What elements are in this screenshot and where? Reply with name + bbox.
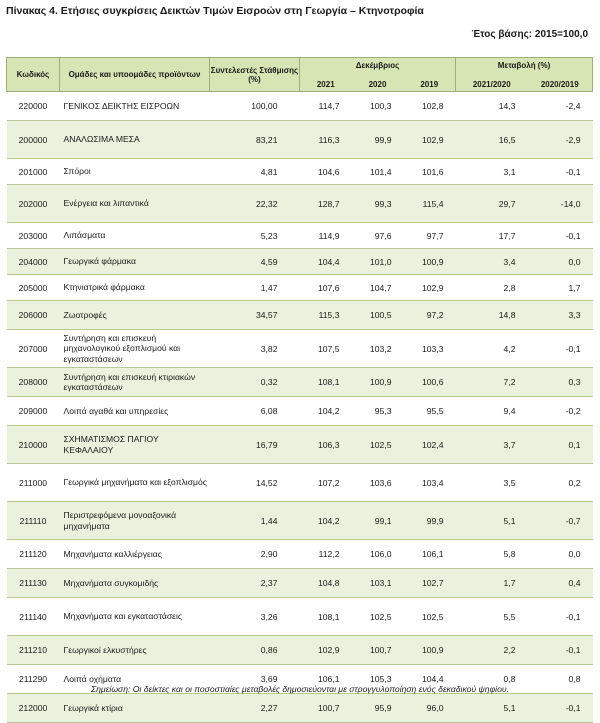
- cell-2021: 128,7: [300, 185, 352, 223]
- cell-2019: 102,4: [404, 426, 456, 464]
- cell-2021: 114,7: [300, 92, 352, 121]
- cell-change-2021-2020: 3,4: [456, 249, 528, 275]
- cell-name: Κτηνιατρικά φάρμακα: [60, 275, 210, 301]
- cell-change-2021-2020: 2,8: [456, 275, 528, 301]
- cell-name: Γεωργικά φάρμακα: [60, 249, 210, 275]
- cell-weight: 1,44: [210, 502, 300, 540]
- cell-code: 211140: [7, 598, 60, 636]
- cell-2019: 100,6: [404, 368, 456, 397]
- cell-name: ΑΝΑΛΩΣΙΜΑ ΜΕΣΑ: [60, 121, 210, 159]
- cell-2019: 102,7: [404, 569, 456, 598]
- cell-2021: 107,2: [300, 464, 352, 502]
- cell-change-2020-2019: -14,0: [528, 185, 593, 223]
- cell-change-2020-2019: 0,2: [528, 464, 593, 502]
- cell-name: ΓΕΝΙΚΟΣ ΔΕΙΚΤΗΣ ΕΙΣΡΟΩΝ: [60, 92, 210, 121]
- cell-change-2020-2019: -2,4: [528, 92, 593, 121]
- table-row: [7, 185, 593, 223]
- cell-change-2020-2019: -2,9: [528, 121, 593, 159]
- cell-name: ΣΧΗΜΑΤΙΣΜΟΣ ΠΑΓΙΟΥ ΚΕΦΑΛΑΙΟΥ: [60, 426, 210, 464]
- cell-change-2020-2019: -0,7: [528, 502, 593, 540]
- cell-2021: 106,1: [300, 665, 352, 694]
- cell-change-2021-2020: 14,8: [456, 301, 528, 330]
- cell-2020: 99,3: [352, 185, 404, 223]
- cell-change-2020-2019: -0,2: [528, 397, 593, 426]
- cell-2021: 106,3: [300, 426, 352, 464]
- cell-2021: 104,6: [300, 159, 352, 185]
- cell-change-2021-2020: 14,3: [456, 92, 528, 121]
- cell-change-2020-2019: 0,0: [528, 540, 593, 569]
- cell-2020: 106,0: [352, 540, 404, 569]
- header-change-2021-2020: 2021/2020: [456, 74, 528, 92]
- cell-change-2021-2020: 5,1: [456, 694, 528, 723]
- cell-2019: 115,4: [404, 185, 456, 223]
- cell-change-2021-2020: 3,1: [456, 159, 528, 185]
- table-body: [7, 92, 593, 723]
- table-row: [7, 301, 593, 330]
- cell-2020: 100,7: [352, 636, 404, 665]
- cell-weight: 4,59: [210, 249, 300, 275]
- cell-name: Γεωργικά κτίρια: [60, 694, 210, 723]
- table-row: [7, 121, 593, 159]
- cell-2021: 107,6: [300, 275, 352, 301]
- cell-weight: 100,00: [210, 92, 300, 121]
- cell-2021: 108,1: [300, 368, 352, 397]
- cell-2020: 103,1: [352, 569, 404, 598]
- header-groups: Ομάδες και υποομάδες προϊόντων: [60, 58, 210, 92]
- cell-2021: 116,3: [300, 121, 352, 159]
- cell-name: Σπόροι: [60, 159, 210, 185]
- table-row: [7, 464, 593, 502]
- cell-code: 204000: [7, 249, 60, 275]
- cell-2019: 106,1: [404, 540, 456, 569]
- cell-code: 212000: [7, 694, 60, 723]
- cell-2020: 102,5: [352, 426, 404, 464]
- table-row: [7, 426, 593, 464]
- cell-2019: 100,9: [404, 249, 456, 275]
- table-row: [7, 694, 593, 723]
- cell-change-2021-2020: 3,5: [456, 464, 528, 502]
- cell-code: 207000: [7, 330, 60, 368]
- cell-change-2020-2019: -0,1: [528, 159, 593, 185]
- cell-change-2021-2020: 0,8: [456, 665, 528, 694]
- cell-weight: 0,32: [210, 368, 300, 397]
- cell-weight: 34,57: [210, 301, 300, 330]
- cell-code: 210000: [7, 426, 60, 464]
- cell-change-2020-2019: 0,4: [528, 569, 593, 598]
- cell-weight: 0,86: [210, 636, 300, 665]
- cell-2019: 103,4: [404, 464, 456, 502]
- cell-2019: 99,9: [404, 502, 456, 540]
- cell-2020: 101,0: [352, 249, 404, 275]
- cell-2020: 104,7: [352, 275, 404, 301]
- cell-2020: 100,9: [352, 368, 404, 397]
- cell-change-2021-2020: 5,5: [456, 598, 528, 636]
- header-change-2020-2019: 2020/2019: [528, 74, 593, 92]
- cell-2020: 95,3: [352, 397, 404, 426]
- header-weights: Συντελεστές Στάθμισης (%): [210, 58, 300, 92]
- cell-change-2020-2019: -0,1: [528, 694, 593, 723]
- cell-code: 211120: [7, 540, 60, 569]
- cell-name: Μηχανήματα καλλιέργειας: [60, 540, 210, 569]
- cell-name: Συντήρηση και επισκευή μηχανολογικού εξοπλισμού και εγκαταστάσεων: [60, 330, 210, 368]
- cell-2021: 108,1: [300, 598, 352, 636]
- header-2019: 2019: [404, 74, 456, 92]
- cell-2020: 100,3: [352, 92, 404, 121]
- cell-name: Περιστρεφόμενα μονοαξονικά μηχανήματα: [60, 502, 210, 540]
- cell-code: 201000: [7, 159, 60, 185]
- cell-code: 211210: [7, 636, 60, 665]
- price-index-table: [6, 57, 593, 723]
- table-row: [7, 502, 593, 540]
- table-row: [7, 159, 593, 185]
- cell-code: 203000: [7, 223, 60, 249]
- cell-change-2020-2019: -0,1: [528, 598, 593, 636]
- cell-2019: 104,4: [404, 665, 456, 694]
- cell-change-2020-2019: -0,1: [528, 330, 593, 368]
- cell-code: 211000: [7, 464, 60, 502]
- table-row: [7, 569, 593, 598]
- cell-2020: 103,6: [352, 464, 404, 502]
- cell-change-2021-2020: 5,8: [456, 540, 528, 569]
- cell-2021: 104,4: [300, 249, 352, 275]
- cell-name: Ενέργεια και λιπαντικά: [60, 185, 210, 223]
- cell-weight: 2,37: [210, 569, 300, 598]
- table-row: [7, 397, 593, 426]
- cell-change-2020-2019: 0,8: [528, 665, 593, 694]
- cell-2021: 100,7: [300, 694, 352, 723]
- table-row: [7, 223, 593, 249]
- cell-2021: 104,2: [300, 502, 352, 540]
- cell-code: 208000: [7, 368, 60, 397]
- cell-change-2021-2020: 9,4: [456, 397, 528, 426]
- cell-code: 211110: [7, 502, 60, 540]
- cell-2019: 102,5: [404, 598, 456, 636]
- cell-2019: 97,7: [404, 223, 456, 249]
- cell-2019: 101,6: [404, 159, 456, 185]
- cell-2020: 105,3: [352, 665, 404, 694]
- cell-weight: 6,08: [210, 397, 300, 426]
- cell-2020: 95,9: [352, 694, 404, 723]
- cell-change-2021-2020: 17,7: [456, 223, 528, 249]
- cell-name: Ζωοτροφές: [60, 301, 210, 330]
- cell-change-2021-2020: 7,2: [456, 368, 528, 397]
- cell-change-2021-2020: 1,7: [456, 569, 528, 598]
- cell-2021: 104,2: [300, 397, 352, 426]
- table-row: [7, 636, 593, 665]
- cell-weight: 3,82: [210, 330, 300, 368]
- cell-change-2021-2020: 3,7: [456, 426, 528, 464]
- cell-2021: 107,5: [300, 330, 352, 368]
- cell-2021: 115,3: [300, 301, 352, 330]
- cell-code: 211130: [7, 569, 60, 598]
- cell-code: 205000: [7, 275, 60, 301]
- table-row: [7, 368, 593, 397]
- cell-2021: 112,2: [300, 540, 352, 569]
- cell-change-2020-2019: 0,3: [528, 368, 593, 397]
- base-year-label: Έτος βάσης: 2015=100,0: [471, 29, 588, 40]
- cell-2019: 95,5: [404, 397, 456, 426]
- cell-change-2021-2020: 5,1: [456, 502, 528, 540]
- cell-weight: 5,23: [210, 223, 300, 249]
- cell-weight: 4,81: [210, 159, 300, 185]
- table-row: [7, 249, 593, 275]
- table-row: [7, 330, 593, 368]
- cell-2019: 103,3: [404, 330, 456, 368]
- header-december: Δεκέμβριος: [300, 58, 456, 74]
- cell-2019: 102,9: [404, 121, 456, 159]
- cell-code: 206000: [7, 301, 60, 330]
- cell-weight: 1,47: [210, 275, 300, 301]
- table-row: [7, 598, 593, 636]
- cell-2020: 100,5: [352, 301, 404, 330]
- cell-code: 220000: [7, 92, 60, 121]
- cell-2019: 97,2: [404, 301, 456, 330]
- cell-2020: 101,4: [352, 159, 404, 185]
- cell-2020: 99,9: [352, 121, 404, 159]
- cell-change-2020-2019: 3,3: [528, 301, 593, 330]
- cell-weight: 83,21: [210, 121, 300, 159]
- cell-code: 209000: [7, 397, 60, 426]
- table-row: [7, 540, 593, 569]
- cell-change-2021-2020: 29,7: [456, 185, 528, 223]
- cell-weight: 2,90: [210, 540, 300, 569]
- cell-name: Μηχανήματα και εγκαταστάσεις: [60, 598, 210, 636]
- header-2021: 2021: [300, 74, 352, 92]
- cell-weight: 3,69: [210, 665, 300, 694]
- header-2020: 2020: [352, 74, 404, 92]
- cell-change-2021-2020: 16,5: [456, 121, 528, 159]
- cell-weight: 14,52: [210, 464, 300, 502]
- cell-code: 200000: [7, 121, 60, 159]
- table-title: Πίνακας 4. Ετήσιες συγκρίσεις Δεικτών Τιμών Εισροών στη Γεωργία – Κτηνοτροφία: [6, 5, 424, 17]
- cell-2019: 100,9: [404, 636, 456, 665]
- cell-name: Γεωργικοί ελκυστήρες: [60, 636, 210, 665]
- cell-change-2020-2019: 0,0: [528, 249, 593, 275]
- cell-name: Λιπάσματα: [60, 223, 210, 249]
- cell-2020: 102,5: [352, 598, 404, 636]
- cell-2021: 104,8: [300, 569, 352, 598]
- cell-name: Λοιπά αγαθά και υπηρεσίες: [60, 397, 210, 426]
- cell-change-2020-2019: -0,1: [528, 223, 593, 249]
- cell-code: 202000: [7, 185, 60, 223]
- cell-change-2020-2019: 1,7: [528, 275, 593, 301]
- cell-weight: 22,32: [210, 185, 300, 223]
- cell-2020: 97,6: [352, 223, 404, 249]
- cell-name: Μηχανήματα συγκομιδής: [60, 569, 210, 598]
- footnote: Σημείωση: Οι δείκτες και οι ποσοστιαίες μεταβολές δημοσιεύονται με στρογγυλοποίηση ενός δεκαδικού ψηφίου.: [91, 684, 509, 694]
- header-change: Μεταβολή (%): [456, 58, 593, 74]
- cell-2019: 102,8: [404, 92, 456, 121]
- header-code: Κωδικός: [7, 58, 60, 92]
- table-row: [7, 92, 593, 121]
- cell-code: 211290: [7, 665, 60, 694]
- cell-change-2020-2019: 0,1: [528, 426, 593, 464]
- cell-weight: 3,26: [210, 598, 300, 636]
- cell-name: Συντήρηση και επισκευή κτιριακών εγκαταστάσεων: [60, 368, 210, 397]
- cell-weight: 16,79: [210, 426, 300, 464]
- cell-name: Γεωργικά μηχανήματα και εξοπλισμός: [60, 464, 210, 502]
- table-row: [7, 275, 593, 301]
- cell-change-2021-2020: 2,2: [456, 636, 528, 665]
- cell-2020: 103,2: [352, 330, 404, 368]
- cell-2019: 96,0: [404, 694, 456, 723]
- cell-change-2021-2020: 4,2: [456, 330, 528, 368]
- cell-2020: 99,1: [352, 502, 404, 540]
- cell-2019: 102,9: [404, 275, 456, 301]
- cell-name: Λοιπά οχήματα: [60, 665, 210, 694]
- cell-2021: 102,9: [300, 636, 352, 665]
- cell-weight: 2,27: [210, 694, 300, 723]
- cell-change-2020-2019: -0,1: [528, 636, 593, 665]
- cell-2021: 114,9: [300, 223, 352, 249]
